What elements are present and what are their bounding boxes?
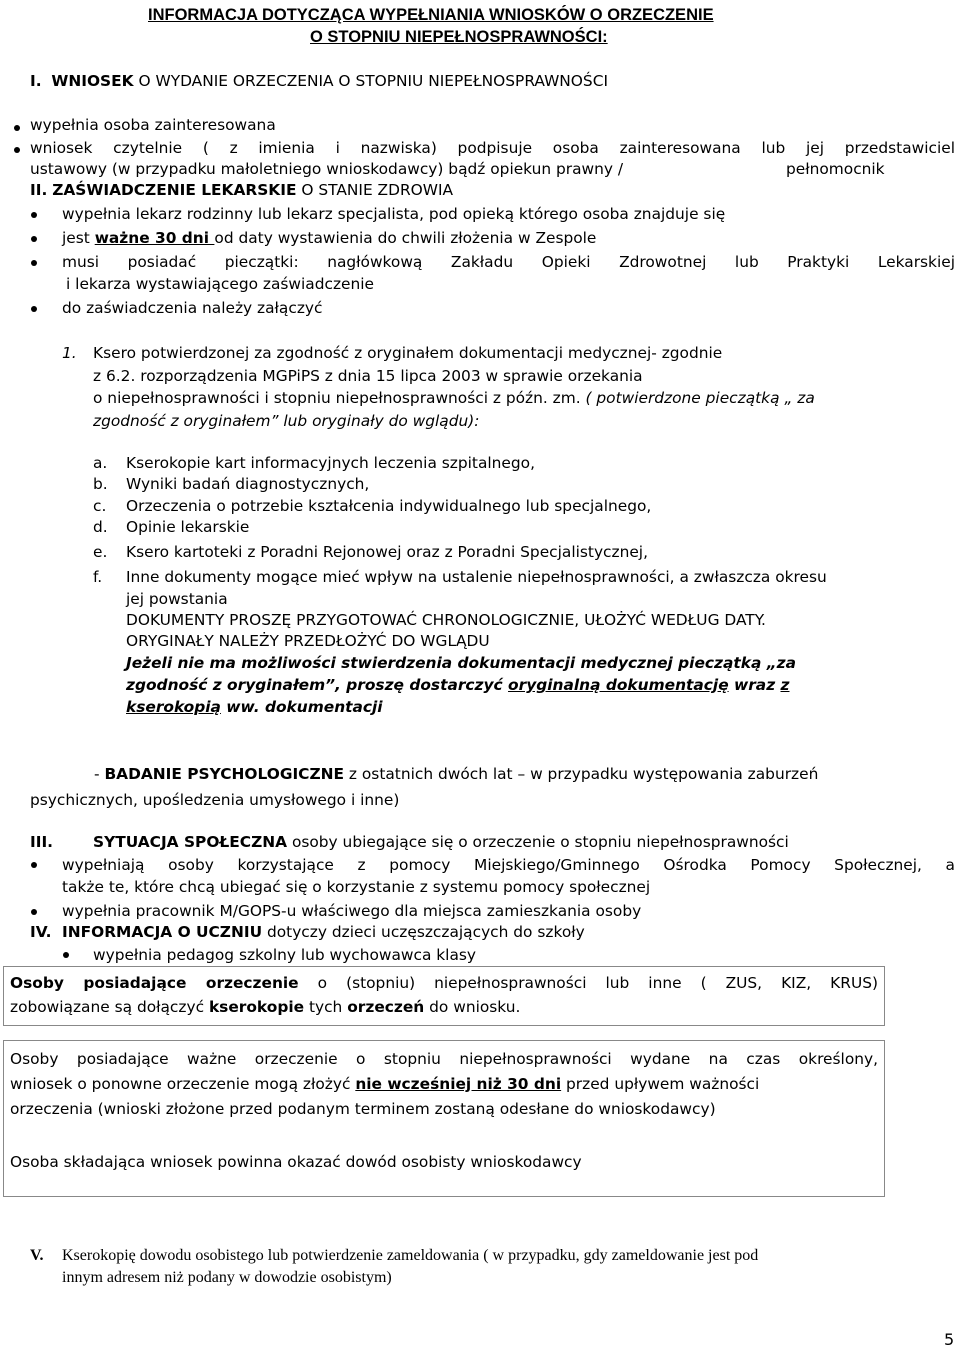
- section2-item1-line4: zgodność z oryginałem” lub oryginały do wglądu):: [93, 412, 480, 430]
- box2-line1: Osoby posiadające ważne orzeczenie o stopniu niepełnosprawności wydane na czas określony,: [10, 1050, 878, 1068]
- section1-bullet2-line2a: ustawowy (w przypadku małoletniego wnioskodawcy) bądź opiekun prawny /: [30, 160, 624, 178]
- section3-bullet2: wypełnia pracownik M/GOPS-u właściwego dla miejsca zamieszkania osoby: [62, 902, 642, 920]
- attachment-letter: e.: [93, 543, 108, 561]
- section2-item1-num: 1.: [62, 344, 77, 362]
- section1-heading-bold: WNIOSEK: [51, 72, 134, 90]
- section1-num: I.: [30, 72, 42, 90]
- section3-heading: [93, 832, 789, 852]
- bullet-icon: [63, 952, 69, 958]
- validity-30-days: ważne 30 dni: [94, 229, 215, 247]
- section3-heading-bold: SYTUACJA SPOŁECZNA: [93, 833, 288, 851]
- section1-heading: [30, 71, 608, 91]
- box2-line2-pre: wniosek o ponowne orzeczenie mogą złożyć: [10, 1075, 356, 1093]
- section3-heading-rest: osoby ubiegające się o orzeczenie o stopniu niepełnosprawności: [287, 833, 789, 851]
- doc-title-line1: INFORMACJA DOTYCZĄCA WYPEŁNIANIA WNIOSKÓW O ORZECZENIE: [148, 6, 714, 24]
- section2-item1-line3: [93, 388, 815, 408]
- note-line2-mid: wraz: [728, 676, 781, 694]
- box1-line2-pre: zobowiązane są dołączyć: [10, 998, 209, 1016]
- section2-bullet2: [62, 228, 596, 248]
- attachment-text: Wyniki badań diagnostycznych,: [126, 475, 370, 493]
- note-line2-underlined: oryginalną dokumentację: [508, 676, 729, 694]
- attachment-text: Inne dokumenty mogące mieć wpływ na ustalenie niepełnosprawności, a zwłaszcza okresu: [126, 568, 827, 586]
- section3-bullet1-line2: także te, które chcą ubiegać się o korzystanie z systemu pomocy społecznej: [62, 878, 651, 896]
- renewal-deadline: nie wcześniej niż 30 dni: [355, 1075, 562, 1093]
- section1-bullet2-line2b: pełnomocnik: [786, 160, 885, 178]
- bullet-icon: [31, 306, 37, 312]
- section2-bullet1: wypełnia lekarz rodzinny lub lekarz specjalista, pod opieką którego osoba znajduje się: [62, 205, 726, 223]
- section1-bullet2-line1: wniosek czytelnie ( z imienia i nazwiska) podpisuje osoba zainteresowana lub jej przedstawiciel: [30, 139, 955, 157]
- psych-dash: -: [94, 765, 105, 783]
- chronology-note: DOKUMENTY PROSZĘ PRZYGOTOWAĆ CHRONOLOGICZNIE, UŁOŻYĆ WEDŁUG DATY.: [126, 611, 766, 629]
- box2-line2-post: przed upływem ważności: [561, 1075, 760, 1093]
- section2-item1-line3a: o niepełnosprawności i stopniu niepełnosprawności z późn. zm.: [93, 389, 586, 407]
- section2-bullet2-pre: jest: [62, 229, 95, 247]
- box1-line2-post: do wniosku.: [424, 998, 521, 1016]
- box1-bold: Osoby posiadające orzeczenie: [10, 974, 299, 992]
- attachment-text: Opinie lekarskie: [126, 518, 250, 536]
- section2-heading-bold: ZAŚWIADCZENIE LEKARSKIE: [52, 181, 297, 199]
- section5-num: V.: [30, 1247, 44, 1264]
- attachment-text: Kserokopie kart informacyjnych leczenia szpitalnego,: [126, 454, 535, 472]
- originals-note: ORYGINAŁY NALEŻY PRZEDŁOŻYĆ DO WGLĄDU: [126, 632, 490, 650]
- section4-num: IV.: [30, 923, 52, 941]
- psych-line1-rest: z ostatnich dwóch lat – w przypadku występowania zaburzeń: [344, 765, 819, 783]
- section2-bullet2-post: od daty wystawienia do chwili złożenia w Zespole: [214, 229, 597, 247]
- psych-line2: psychicznych, upośledzenia umysłowego i inne): [30, 791, 400, 809]
- section4-heading-rest: dotyczy dzieci uczęszczających do szkoły: [262, 923, 585, 941]
- bullet-icon: [14, 147, 20, 153]
- section2-bullet3-line1: musi posiadać pieczątki: nagłówkową Zakładu Opieki Zdrowotnej lub Praktyki Lekarskiej: [62, 253, 955, 271]
- note-line2-pre: zgodność z oryginałem”, proszę dostarczyć: [126, 676, 509, 694]
- certification-note-line2: [126, 675, 789, 695]
- box1-line1: [10, 973, 878, 993]
- box2-line3: orzeczenia (wnioski złożone przed podanym terminem zostaną odesłane do wnioskodawcy): [10, 1100, 716, 1118]
- section2-bullet4: do zaświadczenia należy załączyć: [62, 299, 323, 317]
- attachment-text: Orzeczenia o potrzebie kształcenia indywidualnego lub specjalnego,: [126, 497, 652, 515]
- bullet-icon: [14, 125, 20, 131]
- attachment-text: Ksero kartoteki z Poradni Rejonowej oraz z Poradni Specjalistycznej,: [126, 543, 648, 561]
- bullet-icon: [31, 212, 37, 218]
- box1-line2-bold1: kserokopie: [208, 998, 305, 1016]
- attachment-f-line2: jej powstania: [126, 590, 228, 608]
- psych-heading: BADANIE PSYCHOLOGICZNE: [104, 765, 345, 783]
- note-line2-underlined2: z: [780, 676, 790, 694]
- section2-item1-line2: z 6.2. rozporządzenia MGPiPS z dnia 15 lipca 2003 w sprawie orzekania: [93, 367, 643, 385]
- section5-line2: innym adresem niż podany w dowodzie osobistym): [62, 1269, 392, 1286]
- section2-num: II.: [30, 181, 48, 199]
- page-number: 5: [944, 1330, 955, 1349]
- attachment-letter: b.: [93, 475, 108, 493]
- bullet-icon: [31, 260, 37, 266]
- box2-line4: Osoba składająca wniosek powinna okazać dowód osobisty wnioskodawcy: [10, 1153, 582, 1171]
- bullet-icon: [31, 862, 37, 868]
- box1-line2-bold2: orzeczeń: [347, 998, 425, 1016]
- attachment-letter: a.: [93, 454, 108, 472]
- note-line3-post: ww. dokumentacji: [220, 698, 383, 716]
- section3-bullet1-line1: wypełniają osoby korzystające z pomocy Miejskiego/Gminnego Ośrodka Pomocy Społecznej, a: [62, 856, 955, 874]
- box1-line1-rest: o (stopniu) niepełnosprawności lub inne ( ZUS, KIZ, KRUS): [298, 974, 878, 992]
- section2-bullet3-line2: i lekarza wystawiającego zaświadczenie: [66, 275, 375, 293]
- section4-heading-bold: INFORMACJA O UCZNIU: [62, 923, 263, 941]
- section2-item1-line3b: ( potwierdzone pieczątką „ za: [585, 389, 815, 407]
- psych-line1: [94, 764, 818, 784]
- section1-bullet1: wypełnia osoba zainteresowana: [30, 116, 276, 134]
- section2-heading: [30, 180, 453, 200]
- section3-num: III.: [30, 833, 54, 851]
- section2-item1-line1: Ksero potwierdzonej za zgodność z oryginałem dokumentacji medycznej- zgodnie: [93, 344, 723, 362]
- doc-title-line2: O STOPNIU NIEPEŁNOSPRAWNOŚCI:: [310, 28, 608, 46]
- section5-line1: Kserokopię dowodu osobistego lub potwierdzenie zameldowania ( w przypadku, gdy zameldowanie jest pod: [62, 1247, 759, 1264]
- certification-note-line1: Jeżeli nie ma możliwości stwierdzenia dokumentacji medycznej pieczątką „za: [126, 654, 796, 672]
- bullet-icon: [31, 236, 37, 242]
- attachment-letter: f.: [93, 568, 103, 586]
- section2-heading-rest: O STANIE ZDROWIA: [296, 181, 454, 199]
- certification-note-line3: [126, 697, 383, 717]
- section1-heading-rest: O WYDANIE ORZECZENIA O STOPNIU NIEPEŁNOSPRAWNOŚCI: [133, 72, 608, 90]
- box1-line2-mid: tych: [304, 998, 348, 1016]
- section4-heading: [62, 922, 585, 942]
- box2-line2: [10, 1074, 759, 1094]
- bullet-icon: [31, 909, 37, 915]
- note-line3-underlined: kserokopią: [126, 698, 221, 716]
- attachment-letter: d.: [93, 518, 108, 536]
- section4-bullet1: wypełnia pedagog szkolny lub wychowawca klasy: [93, 946, 477, 964]
- attachment-letter: c.: [93, 497, 107, 515]
- box1-line2: [10, 997, 520, 1017]
